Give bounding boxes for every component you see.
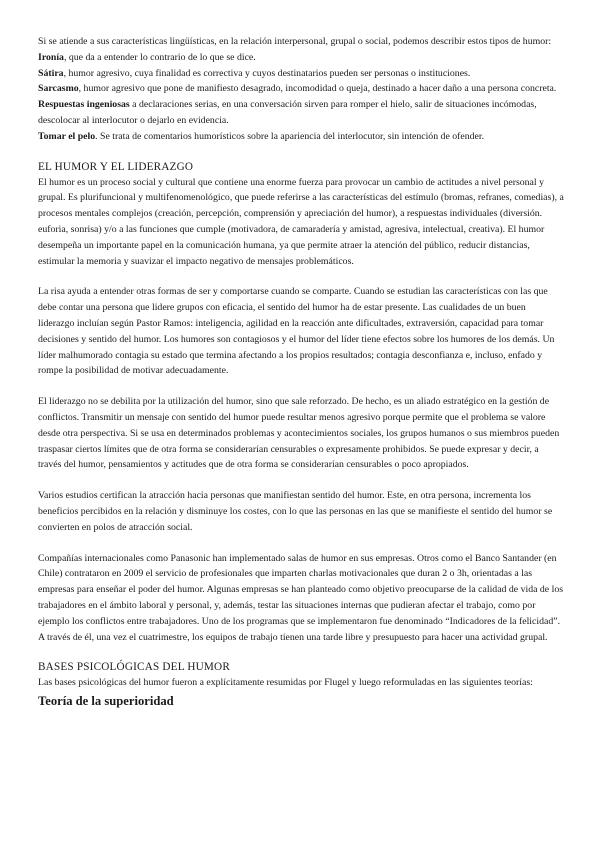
humor-type-satire — [38, 66, 564, 82]
body-paragraph: El humor es un proceso social y cultural que contiene una enorme fuerza para provocar un cambio de actitudes a nivel personal y grupal. Es plurifuncional y multifenomenológico, que puede referirse a las características del estímulo (bromas, refranes, comedias), a procesos mentales complejos (creación, percepción, comprensión y apreciación del humor), a respuestas individuales (diversión. euforia, sonrisa) y/o a las funciones que cumple (motivadora, de camaradería y amistad, agresiva, intelectual, creativa). El humor desempeña un importante papel en la comunicación humana, ya que permite atraer la atención del público, reducir distancias, estimular la memoria y suavizar el impacto negativo de mensajes problemáticos. — [38, 176, 564, 267]
section-intro: Las bases psicológicas del humor fueron a explícitamente resumidas por Flugel y luego reformuladas en las siguientes teorías: — [38, 677, 533, 689]
subsection-heading: Teoría de la superioridad — [38, 694, 174, 709]
humor-type-description: , humor agresivo que pone de manifiesto desagrado, incomodidad o queja, destinado a hacer daño a una persona concreta. — [78, 83, 557, 95]
section-heading-leadership: EL HUMOR Y EL LIDERAZGO — [38, 160, 194, 173]
paragraph-spacer — [38, 536, 564, 551]
humor-type-description: . Se trata de comentarios humorísticos sobre la apariencia del interlocutor, sin intención de ofender. — [95, 130, 485, 142]
body-paragraph: La risa ayuda a entender otras formas de ser y comportarse cuando se comparte. Cuando se estudian las características con las que debe contar una persona que lidere grupos con eficacia, el sentido del humor ha de estar presente. Las cualidades de un buen liderazgo incluían según Pastor Ramos: inteligencia, agilidad en la reacción ante dificultades, extraversión, capacidad para tomar decisiones y sentido del humor. Los humores son contagiosos y el humor del líder tiene efectos sobre los humores de los demás. Un líder malhumorado contagia su estado que termina afectando a los propios resultados; contagia desconfianza e, incluso, enfado y rompe la posibilidad de motivar adecuadamente. — [38, 286, 555, 377]
humor-type-description: , que da a entender lo contrario de lo que se dice. — [63, 51, 256, 63]
humor-type-term: Sarcasmo — [38, 83, 79, 95]
section-heading-psychological-bases: BASES PSICOLÓGICAS DEL HUMOR — [38, 661, 230, 674]
humor-types-intro: Si se atiende a sus características lingüísticas, en la relación interpersonal, grupal o social, podemos describir estos tipos de humor: — [38, 36, 552, 47]
paragraph-spacer — [38, 269, 564, 284]
humor-type-term: Respuestas ingeniosas — [38, 99, 130, 111]
humor-type-term: Tomar el pelo — [38, 130, 96, 142]
paragraph-spacer — [38, 379, 564, 394]
body-paragraph: El liderazgo no se debilita por la utilización del humor, sino que sale reforzado. De hecho, es un aliado estratégico en la gestión de conflictos. Transmitir un mensaje con sentido del humor puede resultar menos agresivo porque permite que el problema se valore desde otra perspectiva. Si se usa en determinados problemas y acontecimientos sociales, los grupos humanos o sus miembros pueden traspasar ciertos límites que de otra forma se considerarían censurables o expresamente prohibidos. Se puede expresar y decir, a través del humor, pensamientos y actitudes que de otra forma se considerarían censurables o poco apropiados. — [38, 396, 560, 471]
body-paragraph: Compañías internacionales como Panasonic han implementado salas de humor en sus empresas. Otros como el Banco Santander (en Chile) contrataron en 2009 el servicio de profesionales que imparten charlas motivacionales que duran 2 o 3h, orientadas a las empresas para enseñar el poder del humor. Algunas empresas se han planteado como objetivo preocuparse de la calidad de vida de los trabajadores en el ámbito laboral y personal, y, además, testar las situaciones internas que pudieran afectar el trabajo, como por ejemplo los conflictos entre trabajadores. Uno de los programas que se implementaron fue denominado “Indicadores de la felicidad”. A través de él, una vez el cuatrimestre, los equipos de trabajo tienen una tarde libre y presupuesto para hacer una actividad grupal. — [38, 552, 564, 643]
humor-type-witty-replies — [38, 97, 564, 129]
humor-type-description: a declaraciones serias, en una conversación sirven para romper el hielo, salir de situaciones incómodas, descolocar al interlocutor o dejarlo en evidencia. — [38, 99, 537, 126]
humor-type-teasing — [38, 129, 564, 145]
humor-type-description: , humor agresivo, cuya finalidad es correctiva y cuyos destinatarios pueden ser personas o instituciones. — [63, 67, 471, 79]
humor-type-irony — [38, 50, 564, 66]
body-paragraph: Varios estudios certifican la atracción hacia personas que manifiestan sentido del humor. Este, en otra persona, incrementa los beneficios percibidos en la relación y disminuye los costes, con lo que las personas en las que se manifieste el sentido del humor se convierten en polos de atracción social. — [38, 490, 553, 533]
paragraph-spacer — [38, 473, 564, 488]
humor-type-sarcasm — [38, 81, 564, 97]
humor-type-term: Sátira — [38, 67, 64, 79]
humor-type-term: Ironía — [38, 51, 64, 63]
